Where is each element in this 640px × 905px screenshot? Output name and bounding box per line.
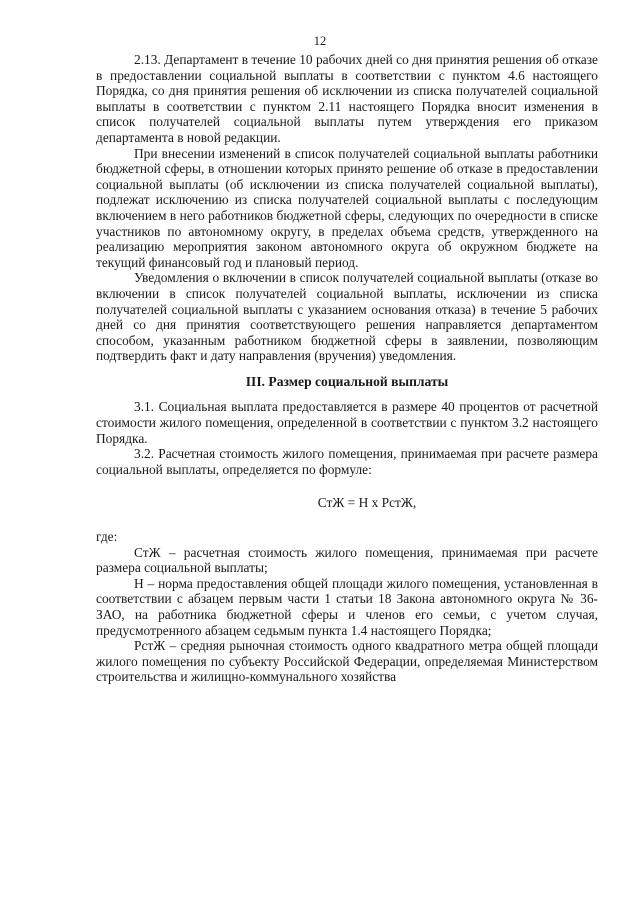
paragraph-3-2: 3.2. Расчетная стоимость жилого помещения, принимаемая при расчете размера социальной выплаты, определяется по формуле: bbox=[96, 446, 598, 477]
paragraph-3-1: 3.1. Социальная выплата предоставляется в размере 40 процентов от расчетной стоимости жилого помещения, определенной в соответствии с пунктом 3.2 настоящего Порядка. bbox=[96, 399, 598, 446]
document-body bbox=[96, 52, 598, 685]
paragraph-list-changes: При внесении изменений в список получателей социальной выплаты работники бюджетной сферы, в отношении которых принято решение об отказе в предоставлении социальной выплаты (об исключении из списка получателей социальной выплаты), подлежат исключению из списка получателей социальной выплаты с последующим включением в него работников бюджетной сферы, следующих по очередности в списке участников по автономному округу, в пределах объема средств, утвержденного на реализацию мероприятия законом автономного округа об окружном бюджете на текущий финансовый год и плановый период. bbox=[96, 145, 598, 270]
page-number: 12 bbox=[313, 34, 327, 48]
definition-n: Н – норма предоставления общей площади жилого помещения, установленная в соответствии с абзацем первым части 1 статьи 18 Закона автономного округа № 36-ЗАО, на работника бюджетной сферы и членов его семьи, с учетом случая, предусмотренного абзацем седьмым пункта 1.4 настоящего Порядка; bbox=[96, 575, 598, 638]
paragraph-2-13: 2.13. Департамент в течение 10 рабочих дней со дня принятия решения об отказе в предоставлении социальной выплаты в соответствии с пунктом 4.6 настоящего Порядка, со дня принятия решения об исключении из списка получателей социальной выплаты в соответствии с пунктом 2.11 настоящего Порядка вносит изменения в список получателей социальной выплаты путем утверждения его приказом департамента в новой редакции. bbox=[96, 52, 598, 145]
where-label: где: bbox=[96, 529, 118, 545]
definition-stzh: СтЖ – расчетная стоимость жилого помещения, принимаемая при расчете размера социальной выплаты; bbox=[96, 544, 598, 576]
paragraph-notifications: Уведомления о включении в список получателей социальной выплаты (отказе во включении в список получателей социальной выплаты, исключении из списка получателей социальной выплаты с указанием основания отказа) в течение 5 рабочих дней со дня принятия соответствующего решения направляется департаментом способом, указанным работником бюджетной сферы в заявлении, позволяющим подтвердить факт и дату направления (вручения) уведомления. bbox=[96, 270, 598, 364]
section-heading: III. Размер социальной выплаты bbox=[245, 373, 449, 389]
definition-rstzh: РстЖ – средняя рыночная стоимость одного квадратного метра общей площади жилого помещения по субъекту Российской Федерации, определяемая Министерством строительства и жилищно-коммунального хозяйства bbox=[96, 638, 598, 685]
formula: СтЖ = Н х РстЖ, bbox=[317, 495, 417, 511]
